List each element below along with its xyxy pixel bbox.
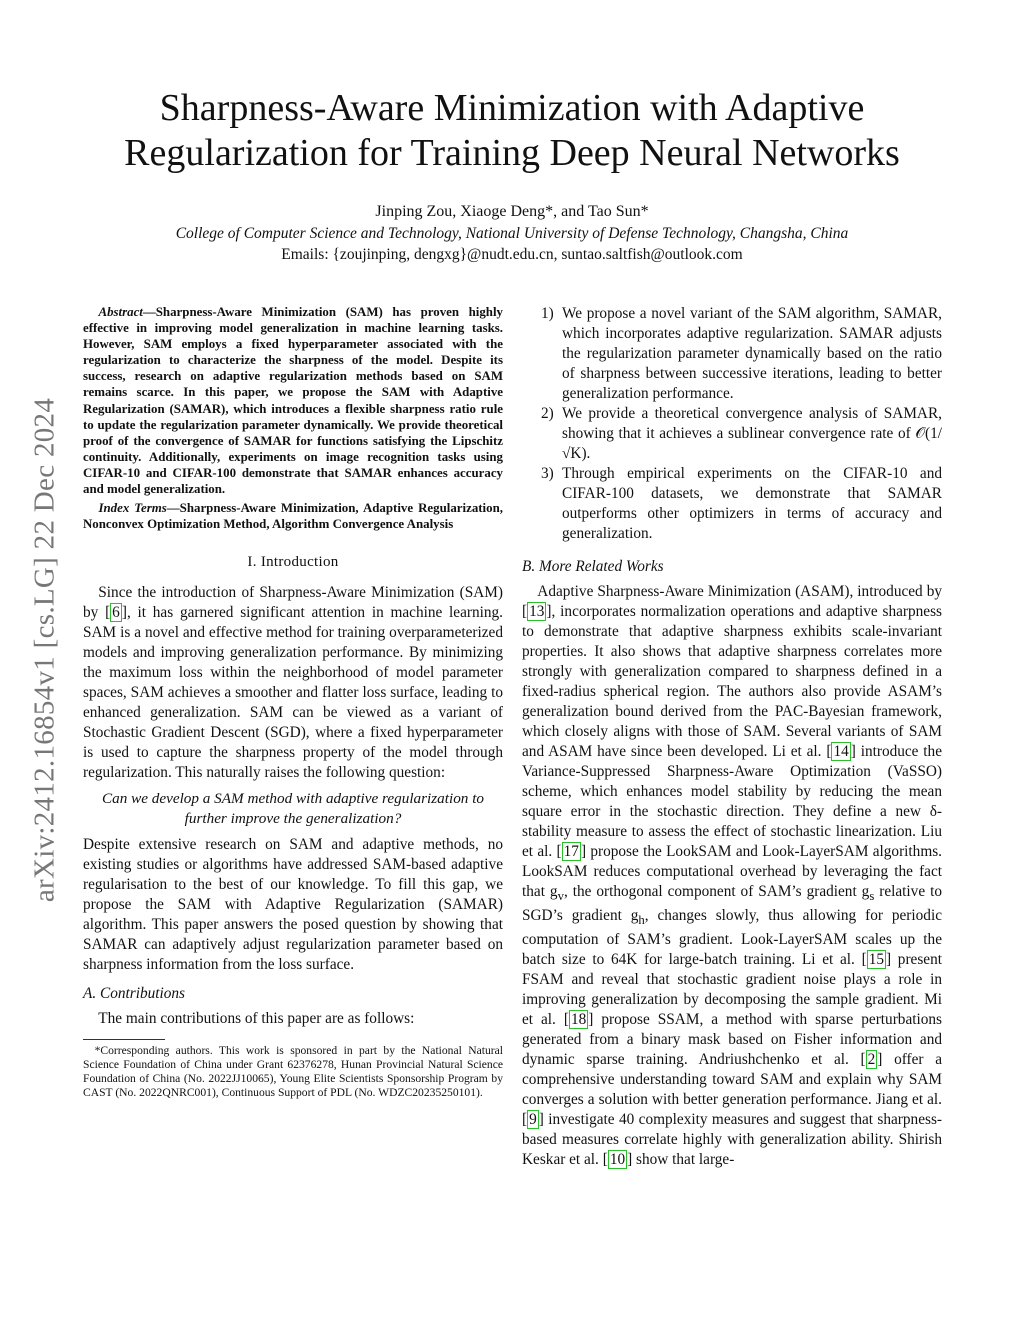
- contributions-intro: The main contributions of this paper are as follows:: [98, 1010, 415, 1028]
- research-question: Can we develop a SAM method with adaptive regularization to further improve the generalization?: [101, 790, 485, 828]
- citation-link[interactable]: 15: [868, 951, 884, 969]
- citation-link[interactable]: 10: [609, 1151, 626, 1169]
- arxiv-id: arXiv:2412.16854v1 [cs.LG] 22 Dec 2024: [28, 397, 61, 903]
- citation-link[interactable]: 13: [529, 603, 545, 620]
- related-works-paragraph: Adaptive Sharpness-Aware Minimization (ASAM), introduced by [ 13 ], incorporates normalization operations and adaptive sharpness to demonstrate that adaptive sharpness exhibits scale-invariant properties. It also shows that adaptive sharpness correlates more strongly with generalization compared to sharpness defined in a fixed-radius spherical region. The authors also provide ASAM’s generalization bound derived from the PAC-Bayesian framework, which closely aligns with those of SAM. Several variants of SAM and ASAM have since been developed. Li et al. [ 14 ] introduce the Variance-Suppressed Sharpness-Aware Optimization (VaSSO) scheme, which enhances model stability by reducing the mean square error in the stochastic direction. They define a new δ-stability measure to assess the effect of stochastic linearization. Liu et al. [ 17 ] propose the LookSAM and Look-LayerSAM algorithms. LookSAM reduces computational overhead by leveraging the fact that $g_v$, the orthogonal component of SAM’s gradient $g_s$ relative to SGD’s gradient $g_h$, changes slowly, thus allowing for periodic computation of SAM’s gradient. Look-LayerSAM scales up the batch size to 64K for large-batch training. Li et al. [ 15 ] present FSAM and reveal that stochastic gradient noise plays a role in improving generalization by decomposing the sample gradient. Mi et al. [ 18 ] propose SSAM, a method with sparse perturbations generated from a binary mask based on Fisher information and dynamic sparse training. Andriushchenko et al. [ 2 ] offer a comprehensive understanding toward SAM and explain why SAM converges a solution with better generation performance. Jiang et al. [ 9 ] investigate 40 complexity measures and suggest that sharpness-based measures correlate highly with generalization ability. Shirish Keskar et al. [ 10 ] show that large-: [522, 583, 942, 1169]
- paper-title: [60, 86, 964, 176]
- citation-link[interactable]: 2: [867, 1051, 876, 1069]
- abstract-label: Abstract: [98, 305, 143, 319]
- arxiv-sidebar-stamp: [28, 350, 62, 950]
- contributions-list: [522, 304, 942, 544]
- subsection-heading-related-works: B. More Related Works: [522, 558, 664, 575]
- intro-paragraph-2: Despite extensive research on SAM and adaptive methods, no existing studies or algorithms have addressed SAM-based adaptive regularisation to the best of our knowledge. To fill this gap, we propose the SAM with Adaptive Regularization (SAMAR) algorithm. This paper answers the posed question by showing that SAMAR can adaptively adjust regularization parameter based on sharpness information from the loss surface.: [83, 836, 503, 974]
- citation-link[interactable]: 14: [833, 743, 849, 760]
- list-item: 1) We propose a novel variant of the SAM algorithm, SAMAR, which incorporates adaptive regularization. SAMAR adjusts the regularization parameter dynamically based on the ratio of sharpness between successive iterations, leading to better generalization performance.: [541, 305, 942, 402]
- affiliation: College of Computer Science and Technology, National University of Defense Technology, Changsha, China: [175, 225, 849, 242]
- left-column: [83, 304, 503, 1100]
- citation-link[interactable]: 6: [112, 604, 120, 622]
- list-item: 3) Through empirical experiments on the CIFAR-10 and CIFAR-100 datasets, we demonstrate that SAMAR outperforms other optimizers in terms of accuracy and generalization.: [541, 465, 942, 542]
- abstract: [83, 304, 503, 497]
- footnote-divider: [83, 1039, 165, 1040]
- section-heading-introduction: I. Introduction: [247, 554, 339, 571]
- title-line-2: Regularization for Training Deep Neural Networks: [124, 132, 900, 174]
- list-item: 2) We provide a theoretical convergence analysis of SAMAR, showing that it achieves a sublinear convergence rate of 𝒪(1/√K).: [541, 405, 942, 462]
- index-terms-label: Index Terms: [98, 501, 167, 516]
- citation-link[interactable]: 17: [563, 843, 579, 860]
- citation-link[interactable]: 18: [570, 1011, 587, 1029]
- abstract-text: —Sharpness-Aware Minimization (SAM) has proven highly effective in improving model generalization in machine learning tasks. However, SAM employs a fixed hyperparameter associated with the regularization to characterize the sharpness of the model. Despite its success, research on adaptive regularization methods based on SAM remains scarce. In this paper, we propose the SAM with Adaptive Regularization (SAMAR), which introduces a flexible sharpness ratio rule to update the regularization parameter dynamically. We provide theoretical proof of the convergence of SAMAR for functions satisfying the Lipschitz continuity. Additionally, experiments on image recognition tasks using CIFAR-10 and CIFAR-100 demonstrate that SAMAR enhances accuracy and model generalization.: [83, 305, 503, 497]
- intro-paragraph-1: Since the introduction of Sharpness-Aware Minimization (SAM) by [ 6 ], it has garnered significant attention in machine learning. SAM is a novel and effective method for training overparameterized models and improving generalization performance. By minimizing the maximum loss within the neighborhood of model parameter spaces, SAM achieves a smoother and flatter loss surface, leading to enhanced generalization. SAM can be viewed as a variant of Stochastic Gradient Descent (SGD), where a fixed hyperparameter is used to capture the sharpness property of the model through regularization. This naturally raises the following question:: [83, 584, 503, 782]
- authors: Jinping Zou, Xiaoge Deng*, and Tao Sun*: [375, 203, 649, 220]
- right-column: [522, 304, 942, 1170]
- subsection-heading-contributions: A. Contributions: [83, 985, 185, 1003]
- index-terms: [83, 500, 503, 532]
- index-terms-text: —Sharpness-Aware Minimization, Adaptive Regularization, Nonconvex Optimization Method, Algorithm Convergence Analysis: [83, 501, 503, 532]
- citation-link[interactable]: 9: [529, 1111, 537, 1129]
- title-line-1: Sharpness-Aware Minimization with Adaptive: [159, 87, 865, 129]
- footnote: *Corresponding authors. This work is sponsored in part by the National Natural Science Foundation of China under Grant 62376278, Hunan Provincial Natural Science Foundation of China (No. 2022JJ10065), Young Elite Scientists Sponsorship Program by CAST (No. 2022QNRC001), Continuous Support of PDL (No. WDZC20235250101).: [83, 1044, 503, 1099]
- emails: Emails: {zoujinping, dengxg}@nudt.edu.cn, suntao.saltfish@outlook.com: [281, 246, 743, 263]
